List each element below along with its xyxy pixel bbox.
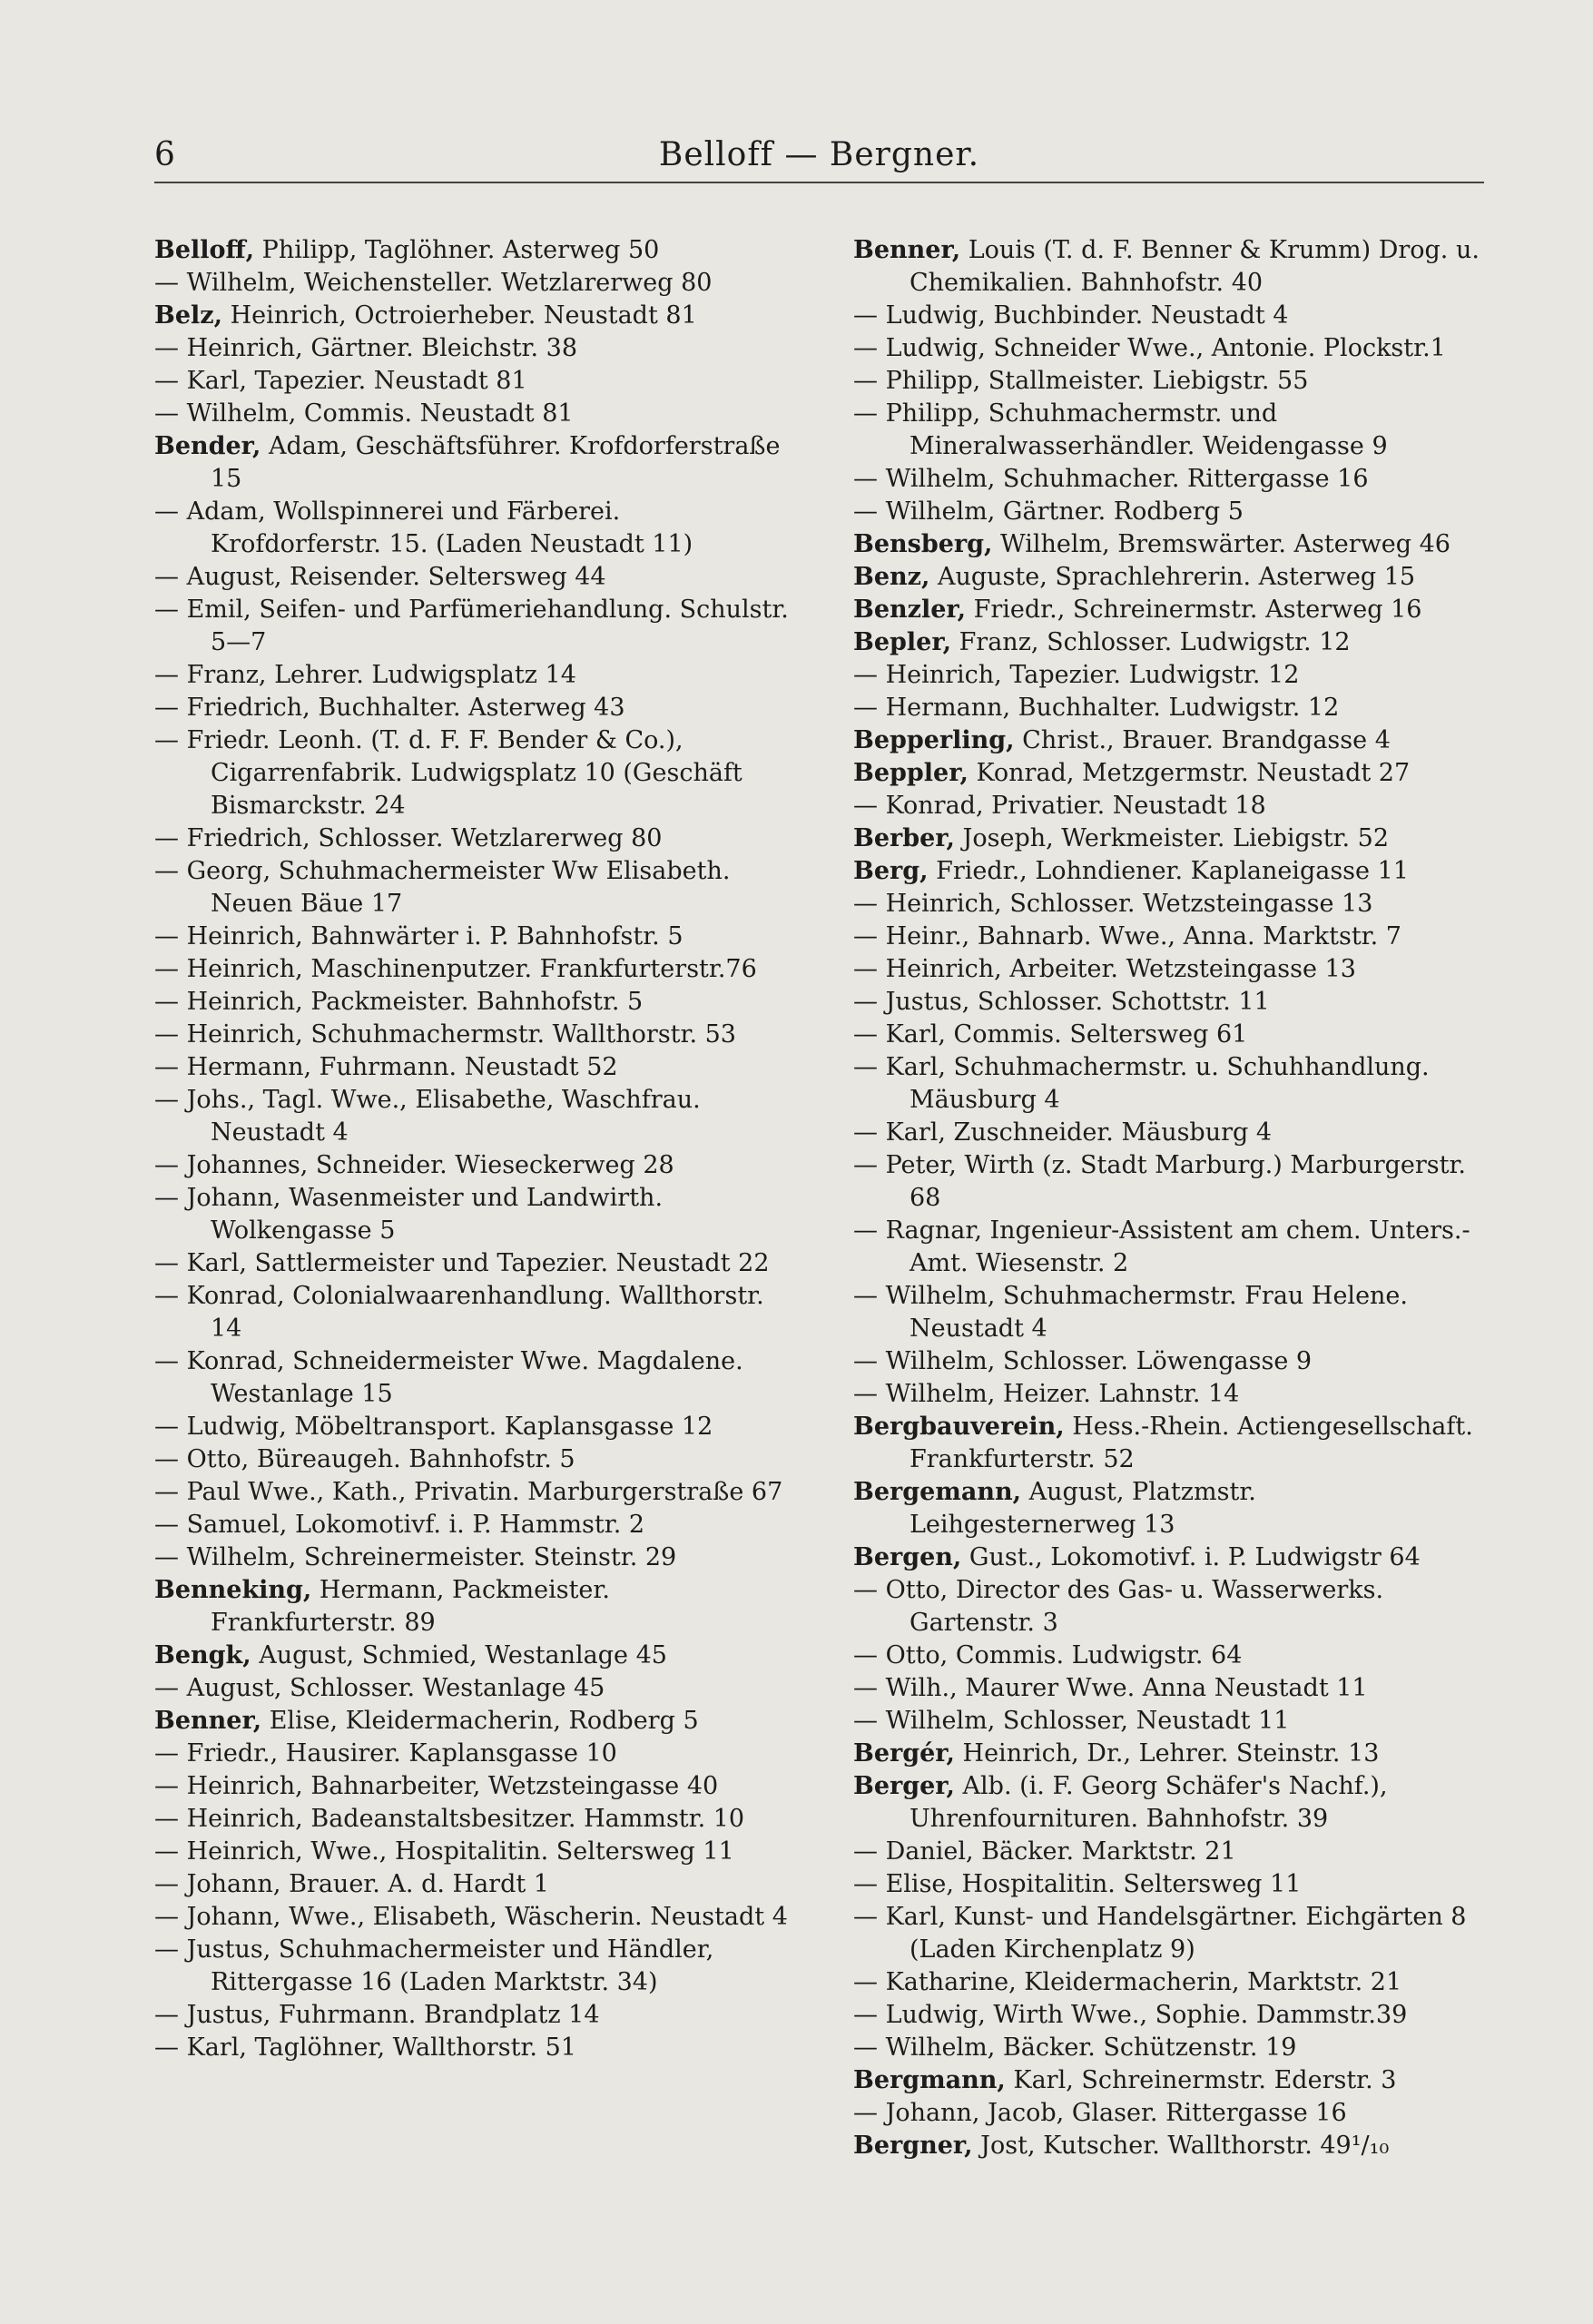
entry-details: — Wilhelm, Bäcker. Schützenstr. 19	[853, 2034, 1297, 2062]
entry-details: — Heinrich, Arbeiter. Wetzsteingasse 13	[853, 955, 1356, 983]
entry-details: — Heinrich, Schlosser. Wetzsteingasse 13	[853, 890, 1373, 918]
directory-entry	[154, 365, 790, 398]
entry-details: Elise, Kleidermacherin, Rodberg 5	[261, 1707, 699, 1735]
entry-details: — Franz, Lehrer. Ludwigsplatz 14	[154, 661, 576, 689]
entry-details: — Heinrich, Gärtner. Bleichstr. 38	[154, 334, 578, 362]
entry-details: Christ., Brauer. Brandgasse 4	[1014, 726, 1391, 754]
directory-entry	[853, 953, 1489, 986]
entry-details: — August, Schlosser. Westanlage 45	[154, 1674, 605, 1702]
entry-details: — Daniel, Bäcker. Marktstr. 21	[853, 1837, 1236, 1866]
directory-entry	[154, 1051, 790, 1084]
entry-details: — Ludwig, Wirth Wwe., Sophie. Dammstr.39	[853, 2001, 1408, 2029]
entry-details: Auguste, Sprachlehrerin. Asterweg 15	[929, 563, 1416, 591]
entry-details: Franz, Schlosser. Ludwigstr. 12	[950, 628, 1351, 656]
left-column	[154, 234, 790, 2064]
entry-surname: Benner,	[853, 236, 961, 264]
entry-details: Wilhelm, Bremswärter. Asterweg 46	[992, 530, 1450, 558]
entry-details: August, Platzmstr. Leihgesternerweg 13	[910, 1478, 1256, 1539]
entry-details: Adam, Geschäftsführer. Krofdorferstraße 15	[211, 432, 781, 493]
entry-details: — Hermann, Buchhalter. Ludwigstr. 12	[853, 694, 1340, 722]
entry-surname: Bensberg,	[853, 530, 993, 558]
entry-details: — Friedr., Hausirer. Kaplansgasse 10	[154, 1739, 617, 1768]
directory-entry	[154, 953, 790, 986]
entry-surname: Bepperling,	[853, 726, 1015, 754]
directory-entry	[154, 1476, 790, 1509]
entry-details: — Ludwig, Schneider Wwe., Antonie. Plockstr.1	[853, 334, 1446, 362]
entry-details: — Heinrich, Maschinenputzer. Frankfurterstr.76	[154, 955, 757, 983]
directory-entry	[853, 1868, 1489, 1901]
entry-surname: Bergemann,	[853, 1478, 1022, 1506]
entry-details: — Johs., Tagl. Wwe., Elisabethe, Waschfrau. Neustadt 4	[154, 1086, 701, 1147]
entry-details: — Wilhelm, Heizer. Lahnstr. 14	[853, 1380, 1240, 1408]
directory-entry	[154, 1443, 790, 1476]
running-title: Belloff — Bergner.	[658, 136, 980, 173]
entry-surname: Bergen,	[853, 1543, 962, 1571]
entry-details: — Karl, Sattlermeister und Tapezier. Neustadt 22	[154, 1249, 770, 1277]
entry-details: — Friedrich, Buchhalter. Asterweg 43	[154, 694, 625, 722]
entry-details: — Wilhelm, Weichensteller. Wetzlarerweg 80	[154, 269, 713, 297]
directory-entry	[853, 2097, 1489, 2130]
directory-entry	[853, 1640, 1489, 1672]
entry-details: August, Schmied, Westanlage 45	[251, 1641, 667, 1669]
directory-entry	[154, 822, 790, 855]
entry-details: — Hermann, Fuhrmann. Neustadt 52	[154, 1053, 618, 1081]
entry-details: — Johann, Wwe., Elisabeth, Wäscherin. Neustadt 4	[154, 1903, 788, 1931]
directory-entry	[154, 1247, 790, 1280]
entry-details: Hermann, Packmeister. Frankfurterstr. 89	[211, 1576, 610, 1637]
directory-entry	[154, 1345, 790, 1411]
directory-entry	[853, 757, 1489, 790]
directory-entry	[154, 267, 790, 300]
entry-details: — Samuel, Lokomotivf. i. P. Hammstr. 2	[154, 1511, 645, 1539]
entry-surname: Benzler,	[853, 596, 967, 624]
page-number: 6	[154, 136, 175, 173]
right-column	[853, 234, 1489, 2162]
directory-entry	[853, 1738, 1489, 1770]
directory-entry	[853, 332, 1489, 365]
entry-surname: Belz,	[154, 301, 222, 330]
entry-details: — Johannes, Schneider. Wieseckerweg 28	[154, 1151, 674, 1179]
directory-entry	[154, 1672, 790, 1705]
entry-details: — Konrad, Privatier. Neustadt 18	[853, 792, 1266, 820]
entry-surname: Bepler,	[853, 628, 951, 656]
entry-details: — Konrad, Schneidermeister Wwe. Magdalene. Westanlage 15	[154, 1347, 743, 1408]
entry-surname: Bender,	[154, 432, 261, 460]
directory-entry	[154, 1803, 790, 1836]
directory-entry	[853, 1345, 1489, 1378]
directory-entry	[853, 1574, 1489, 1640]
directory-entry	[853, 561, 1489, 594]
directory-entry	[853, 528, 1489, 561]
entry-surname: Bergér,	[853, 1739, 955, 1768]
entry-details: — Wilhelm, Schreinermeister. Steinstr. 29	[154, 1543, 677, 1571]
entry-details: Friedr., Schreinermstr. Asterweg 16	[966, 596, 1422, 624]
entry-details: — Ludwig, Möbeltransport. Kaplansgasse 12	[154, 1413, 713, 1441]
directory-entry	[154, 1411, 790, 1443]
directory-entry	[154, 986, 790, 1019]
directory-entry	[154, 594, 790, 659]
entry-surname: Berg,	[853, 857, 929, 885]
directory-entry	[853, 1280, 1489, 1345]
entry-details: — Otto, Director des Gas- u. Wasserwerks. Gartenstr. 3	[853, 1576, 1384, 1637]
entry-details: Joseph, Werkmeister. Liebigstr. 52	[954, 824, 1390, 852]
entry-details: — Heinr., Bahnarb. Wwe., Anna. Marktstr. 7	[853, 922, 1401, 950]
directory-entry	[154, 1149, 790, 1182]
entry-surname: Beppler,	[853, 759, 969, 787]
entry-details: — Johann, Wasenmeister und Landwirth. Wolkengasse 5	[154, 1184, 664, 1245]
entry-details: — Karl, Schuhmachermstr. u. Schuhhandlung. Mäusburg 4	[853, 1053, 1430, 1114]
entry-surname: Berber,	[853, 824, 955, 852]
entry-details: — Wilhelm, Schlosser, Neustadt 11	[853, 1707, 1290, 1735]
directory-entry	[853, 1149, 1489, 1215]
directory-entry	[154, 1084, 790, 1149]
entry-details: — Ragnar, Ingenieur-Assistent am chem. Unters.-Amt. Wiesenstr. 2	[853, 1216, 1470, 1277]
entry-details: — Heinrich, Wwe., Hospitalitin. Seltersweg 11	[154, 1837, 734, 1866]
directory-entry	[853, 1051, 1489, 1117]
entry-details: Friedr., Lohndiener. Kaplaneigasse 11	[928, 857, 1409, 885]
directory-entry	[853, 2130, 1489, 2162]
entry-details: — Karl, Zuschneider. Mäusburg 4	[853, 1118, 1273, 1147]
directory-entry	[853, 463, 1489, 496]
directory-entry	[853, 1411, 1489, 1476]
directory-entry	[853, 2032, 1489, 2064]
directory-entry	[853, 2064, 1489, 2097]
entry-details: Heinrich, Octroierheber. Neustadt 81	[222, 301, 697, 330]
directory-entry	[853, 855, 1489, 888]
directory-entry	[154, 1019, 790, 1051]
entry-details: — Katharine, Kleidermacherin, Marktstr. 21	[853, 1968, 1402, 1996]
directory-entry	[154, 659, 790, 692]
directory-entry	[154, 398, 790, 430]
entry-surname: Benneking,	[154, 1576, 312, 1604]
entry-details: — August, Reisender. Seltersweg 44	[154, 563, 606, 591]
entry-details: — Wilhelm, Schlosser. Löwengasse 9	[853, 1347, 1313, 1375]
directory-entry	[853, 1999, 1489, 2032]
entry-details: — Heinrich, Tapezier. Ludwigstr. 12	[853, 661, 1300, 689]
entry-details: — Konrad, Colonialwaarenhandlung. Wallthorstr. 14	[154, 1282, 764, 1343]
entry-details: — Friedrich, Schlosser. Wetzlarerweg 80	[154, 824, 663, 852]
entry-details: — Wilhelm, Commis. Neustadt 81	[154, 399, 574, 428]
directory-entry	[853, 365, 1489, 398]
entry-surname: Bengk,	[154, 1641, 251, 1669]
directory-entry	[853, 1705, 1489, 1738]
directory-entry	[853, 594, 1489, 626]
directory-entry	[154, 692, 790, 724]
directory-entry	[853, 790, 1489, 822]
entry-surname: Benner,	[154, 1707, 262, 1735]
entry-details: — Justus, Schlosser. Schottstr. 11	[853, 988, 1270, 1016]
entry-details: — Emil, Seifen- und Parfümeriehandlung. Schulstr. 5—7	[154, 596, 789, 656]
entry-details: — Philipp, Schuhmachermstr. und Mineralwasserhändler. Weidengasse 9	[853, 399, 1388, 460]
entry-details: — Heinrich, Bahnarbeiter, Wetzsteingasse 40	[154, 1772, 719, 1800]
directory-entry	[853, 822, 1489, 855]
entry-details: Heinrich, Dr., Lehrer. Steinstr. 13	[954, 1739, 1380, 1768]
directory-entry	[853, 1836, 1489, 1868]
entry-details: — Karl, Taglöhner, Wallthorstr. 51	[154, 2034, 576, 2062]
entry-details: — Ludwig, Buchbinder. Neustadt 4	[853, 301, 1289, 330]
directory-entry	[154, 1836, 790, 1868]
directory-entry	[853, 692, 1489, 724]
directory-entry	[853, 1901, 1489, 1966]
directory-entry	[154, 332, 790, 365]
directory-entry	[154, 1280, 790, 1345]
directory-entry	[154, 1868, 790, 1901]
directory-entry	[154, 1901, 790, 1934]
entry-details: — Georg, Schuhmachermeister Ww Elisabeth. Neuen Bäue 17	[154, 857, 731, 918]
entry-details: — Karl, Kunst- und Handelsgärtner. Eichgärten 8 (Laden Kirchenplatz 9)	[853, 1903, 1467, 1964]
page-header	[154, 136, 1484, 183]
directory-entry	[154, 1640, 790, 1672]
directory-entry	[853, 1966, 1489, 1999]
entry-details: — Johann, Brauer. A. d. Hardt 1	[154, 1870, 549, 1898]
directory-entry	[154, 300, 790, 332]
entry-details: Karl, Schreinermstr. Ederstr. 3	[1005, 2066, 1397, 2094]
entry-details: — Philipp, Stallmeister. Liebigstr. 55	[853, 367, 1309, 395]
directory-entry	[853, 1541, 1489, 1574]
entry-surname: Berger,	[853, 1772, 955, 1800]
directory-entry	[853, 888, 1489, 921]
directory-entry	[853, 496, 1489, 528]
entry-details: — Wilhelm, Schuhmacher. Rittergasse 16	[853, 465, 1369, 493]
entry-details: — Heinrich, Schuhmachermstr. Wallthorstr. 53	[154, 1020, 736, 1049]
entry-details: Philipp, Taglöhner. Asterweg 50	[254, 236, 660, 264]
directory-entry	[853, 300, 1489, 332]
entry-details: — Wilh., Maurer Wwe. Anna Neustadt 11	[853, 1674, 1368, 1702]
directory-entry	[154, 1574, 790, 1640]
entry-details: Alb. (i. F. Georg Schäfer's Nachf.), Uhrenfournituren. Bahnhofstr. 39	[910, 1772, 1388, 1833]
directory-entry	[853, 986, 1489, 1019]
entry-details: — Heinrich, Packmeister. Bahnhofstr. 5	[154, 988, 644, 1016]
directory-entry	[154, 234, 790, 267]
directory-entry	[154, 1999, 790, 2032]
directory-entry	[853, 659, 1489, 692]
entry-details: — Wilhelm, Schuhmachermstr. Frau Helene. Neustadt 4	[853, 1282, 1408, 1343]
directory-entry	[853, 1476, 1489, 1541]
directory-entry	[154, 2032, 790, 2064]
directory-entry	[154, 561, 790, 594]
directory-entry	[853, 398, 1489, 463]
entry-details: — Karl, Tapezier. Neustadt 81	[154, 367, 527, 395]
entry-details: — Heinrich, Badeanstaltsbesitzer. Hammstr. 10	[154, 1805, 745, 1833]
directory-entry	[154, 1509, 790, 1541]
directory-entry	[154, 1934, 790, 1999]
entry-details: — Karl, Commis. Seltersweg 61	[853, 1020, 1248, 1049]
entry-details: — Adam, Wollspinnerei und Färberei. Krofdorferstr. 15. (Laden Neustadt 11)	[154, 497, 693, 558]
entry-details: — Justus, Schuhmachermeister und Händler, Rittergasse 16 (Laden Marktstr. 34)	[154, 1935, 714, 1996]
entry-surname: Benz,	[853, 563, 930, 591]
entry-details: — Otto, Büreaugeh. Bahnhofstr. 5	[154, 1445, 575, 1473]
directory-entry	[154, 1541, 790, 1574]
entry-details: — Johann, Jacob, Glaser. Rittergasse 16	[853, 2099, 1347, 2127]
entry-details: — Wilhelm, Gärtner. Rodberg 5	[853, 497, 1244, 526]
entry-details: — Paul Wwe., Kath., Privatin. Marburgerstraße 67	[154, 1478, 783, 1506]
entry-surname: Bergner,	[853, 2132, 973, 2160]
entry-details: — Otto, Commis. Ludwigstr. 64	[853, 1641, 1243, 1669]
directory-entry	[853, 626, 1489, 659]
entry-details: — Elise, Hospitalitin. Seltersweg 11	[853, 1870, 1302, 1898]
entry-details: — Friedr. Leonh. (T. d. F. F. Bender & Co.), Cigarrenfabrik. Ludwigsplatz 10 (Geschäft Bismarckstr. 24	[154, 726, 742, 820]
directory-entry	[154, 724, 790, 822]
directory-entry	[853, 1378, 1489, 1411]
entry-details: Gust., Lokomotivf. i. P. Ludwigstr 64	[961, 1543, 1421, 1571]
entry-details: — Justus, Fuhrmann. Brandplatz 14	[154, 2001, 600, 2029]
directory-entry	[154, 496, 790, 561]
entry-details: Jost, Kutscher. Wallthorstr. 49¹/₁₀	[972, 2132, 1390, 2160]
directory-entry	[154, 1705, 790, 1738]
entry-surname: Bergbauverein,	[853, 1413, 1065, 1441]
directory-entry	[154, 1738, 790, 1770]
directory-entry	[154, 430, 790, 496]
directory-entry	[853, 1019, 1489, 1051]
entry-surname: Belloff,	[154, 236, 255, 264]
entry-details: — Heinrich, Bahnwärter i. P. Bahnhofstr. 5	[154, 922, 683, 950]
directory-entry	[853, 921, 1489, 953]
entry-surname: Bergmann,	[853, 2066, 1006, 2094]
entry-details: Hess.-Rhein. Actiengesellschaft. Frankfurterstr. 52	[910, 1413, 1473, 1473]
directory-entry	[154, 1770, 790, 1803]
directory-entry	[154, 1182, 790, 1247]
directory-entry	[154, 855, 790, 921]
entry-details: Louis (T. d. F. Benner & Krumm) Drog. u. Chemikalien. Bahnhofstr. 40	[910, 236, 1480, 297]
directory-entry	[853, 724, 1489, 757]
directory-entry	[853, 1117, 1489, 1149]
directory-entry	[853, 234, 1489, 300]
directory-entry	[853, 1215, 1489, 1280]
directory-entry	[853, 1770, 1489, 1836]
entry-details: Konrad, Metzgermstr. Neustadt 27	[968, 759, 1411, 787]
entry-details: — Peter, Wirth (z. Stadt Marburg.) Marburgerstr. 68	[853, 1151, 1467, 1212]
directory-entry	[154, 921, 790, 953]
directory-entry	[853, 1672, 1489, 1705]
